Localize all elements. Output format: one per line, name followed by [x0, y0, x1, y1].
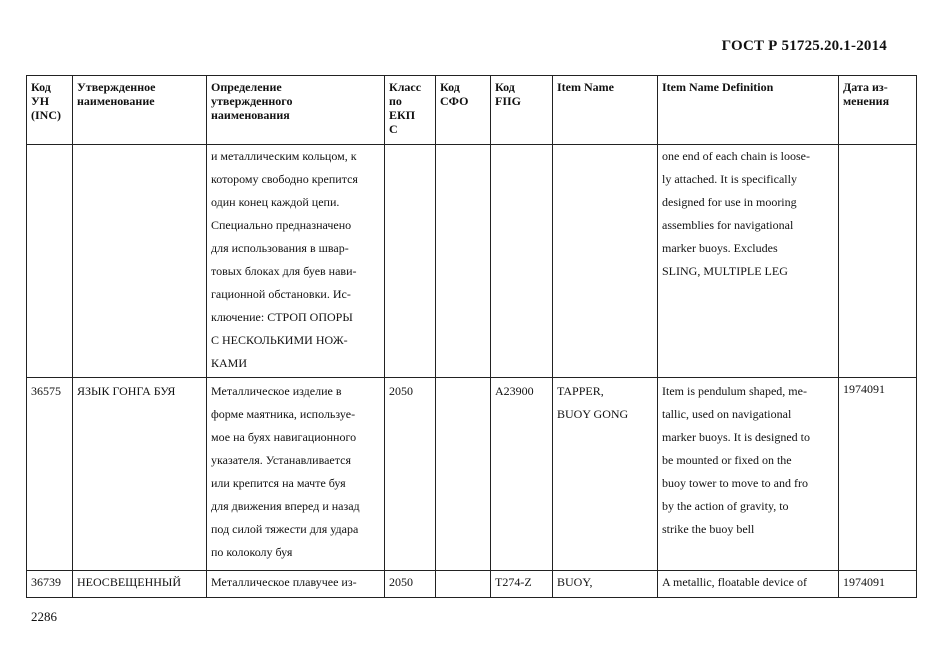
col-header-sfo: Код СФО [436, 76, 491, 145]
cell-definition: Металлическое плавучее из- [207, 571, 385, 598]
cell-change-date [839, 145, 917, 378]
col-header-definition: Определение утвержденного наименования [207, 76, 385, 145]
table-row [27, 571, 917, 598]
cell-fiig: T274-Z [491, 571, 553, 598]
cell-item-name [553, 145, 658, 378]
cell-inc: 36575 [27, 378, 73, 571]
cell-item-definition: one end of each chain is loose- ly attached. It is specifically designed for use in mooring assemblies for navigational marker buoys. Excludes SLING, MULTIPLE LEG [658, 145, 839, 378]
cell-approved-name: НЕОСВЕЩЕННЫЙ [73, 571, 207, 598]
cell-inc: 36739 [27, 571, 73, 598]
cell-approved-name: ЯЗЫК ГОНГА БУЯ [73, 378, 207, 571]
cell-change-date: 1974091 [839, 378, 917, 571]
table-row [27, 145, 917, 378]
nomenclature-table [26, 75, 917, 598]
document-code: ГОСТ Р 51725.20.1-2014 [721, 38, 887, 54]
cell-class [385, 145, 436, 378]
cell-fiig: A23900 [491, 378, 553, 571]
cell-item-name: BUOY, [553, 571, 658, 598]
cell-item-definition: A metallic, floatable device of [658, 571, 839, 598]
cell-change-date: 1974091 [839, 571, 917, 598]
col-header-change-date: Дата из- менения [839, 76, 917, 145]
cell-definition: и металлическим кольцом, к которому свободно крепится один конец каждой цепи. Специально предназначено для использования в швар- товых блоках для буев нави- гационной обстановки. Ис- ключение: СТРОП ОПОРЫ С НЕСКОЛЬКИМИ НОЖ- КАМИ [207, 145, 385, 378]
col-header-item-name: Item Name [553, 76, 658, 145]
cell-sfo [436, 378, 491, 571]
page-number: 2286 [31, 609, 57, 624]
cell-inc [27, 145, 73, 378]
col-header-inc: Код УН (INC) [27, 76, 73, 145]
cell-sfo [436, 145, 491, 378]
col-header-class: Класс по ЕКП С [385, 76, 436, 145]
table-row [27, 378, 917, 571]
col-header-item-definition: Item Name Definition [658, 76, 839, 145]
cell-item-name: TAPPER, BUOY GONG [553, 378, 658, 571]
cell-fiig [491, 145, 553, 378]
col-header-approved-name: Утвержденное наименование [73, 76, 207, 145]
cell-class: 2050 [385, 571, 436, 598]
cell-class: 2050 [385, 378, 436, 571]
cell-item-definition: Item is pendulum shaped, me- tallic, used on navigational marker buoys. It is designed to be mounted or fixed on the buoy tower to move to and fro by the action of gravity, to strike the buoy bell [658, 378, 839, 571]
col-header-fiig: Код FIIG [491, 76, 553, 145]
cell-definition: Металлическое изделие в форме маятника, используе- мое на буях навигационного указателя. Устанавливается или крепится на мачте буя для движения вперед и назад под силой тяжести для удара по колоколу буя [207, 378, 385, 571]
table-header-row [27, 76, 917, 145]
cell-sfo [436, 571, 491, 598]
cell-approved-name [73, 145, 207, 378]
